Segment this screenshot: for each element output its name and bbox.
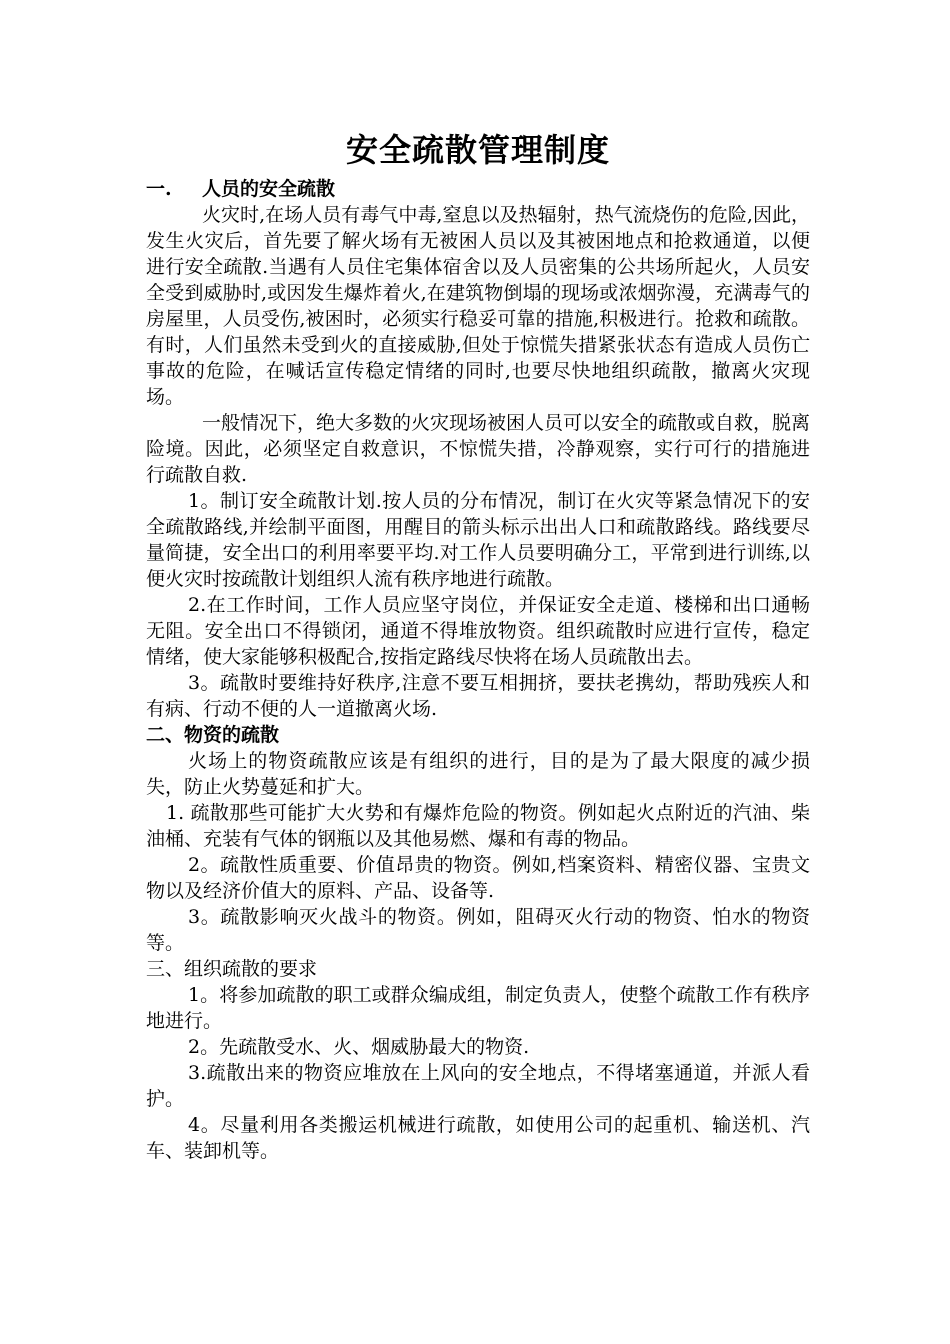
section-1-number: 一. (146, 178, 172, 200)
section-3-item: 1。将参加疏散的职工或群众编成组，制定负责人，使整个疏散工作有秩序地进行。 (146, 984, 810, 1032)
section-1-item: 3。疏散时要维持好秩序,注意不要互相拥挤，要扶老携幼，帮助残疾人和有病、行动不便的人一道撤离火场. (146, 672, 810, 720)
section-2-item: 2。疏散性质重要、价值昂贵的物资。例如,档案资料、精密仪器、宝贵文物以及经济价值大的原料、产品、设备等. (146, 854, 810, 902)
section-3-item: 3.疏散出来的物资应堆放在上风向的安全地点，不得堵塞通道，并派人看护。 (146, 1062, 810, 1110)
section-1-item: 2.在工作时间，工作人员应坚守岗位，并保证安全走道、楼梯和出口通畅无阻。安全出口不得锁闭，通道不得堆放物资。组织疏散时应进行宣传，稳定情绪，使大家能够积极配合,按指定路线尽快将在场人员疏散出去。 (146, 594, 810, 668)
section-2-heading: 二、物资的疏散 (146, 724, 280, 746)
section-1-heading (146, 176, 810, 202)
section-2-intro: 火场上的物资疏散应该是有组织的进行，目的是为了最大限度的减少损失，防止火势蔓延和扩大。 (146, 750, 810, 798)
section-3-item: 2。先疏散受水、火、烟威胁最大的物资. (188, 1036, 530, 1058)
document-title: 安全疏散管理制度 (345, 131, 610, 169)
section-1-item: 1。制订安全疏散计划.按人员的分布情况，制订在火灾等紧急情况下的安全疏散路线,并绘制平面图，用醒目的箭头标示出出人口和疏散路线。路线要尽量简捷，安全出口的利用率要平均.对工作人员要明确分工，平常到进行训练,以便火灾时按疏散计划组织人流有秩序地进行疏散。 (146, 490, 810, 590)
section-1-title: 人员的安全疏散 (202, 178, 336, 200)
section-2-item: 3。疏散影响灭火战斗的物资。例如，阻碍灭火行动的物资、怕水的物资等。 (146, 906, 810, 954)
document-page (146, 126, 810, 1164)
section-1-paragraph: 火灾时,在场人员有毒气中毒,窒息以及热辐射，热气流烧伤的危险,因此，发生火灾后，首先要了解火场有无被困人员以及其被困地点和抢救通道，以便进行安全疏散.当遇有人员住宅集体宿舍以及人员密集的公共场所起火，人员安全受到威胁时,或因发生爆炸着火,在建筑物倒塌的现场或浓烟弥漫，充满毒气的房屋里，人员受伤,被困时，必须实行稳妥可靠的措施,积极进行。抢救和疏散。有时，人们虽然未受到火的直接威胁,但处于惊慌失措紧张状态有造成人员伤亡事故的危险，在喊话宣传稳定情绪的同时,也要尽快地组织疏散，撤离火灾现场。 (146, 204, 810, 408)
section-3-heading: 三、组织疏散的要求 (146, 958, 318, 980)
section-3-item: 4。尽量利用各类搬运机械进行疏散，如使用公司的起重机、输送机、汽车、装卸机等。 (146, 1114, 810, 1162)
section-2-item: 1. 疏散那些可能扩大火势和有爆炸危险的物资。例如起火点附近的汽油、柴油桶、充装有气体的钢瓶以及其他易燃、爆和有毒的物品。 (146, 802, 810, 850)
section-1-paragraph: 一般情况下，绝大多数的火灾现场被困人员可以安全的疏散或自救，脱离险境。因此，必须坚定自救意识，不惊慌失措，冷静观察，实行可行的措施进行疏散自救. (146, 412, 811, 486)
